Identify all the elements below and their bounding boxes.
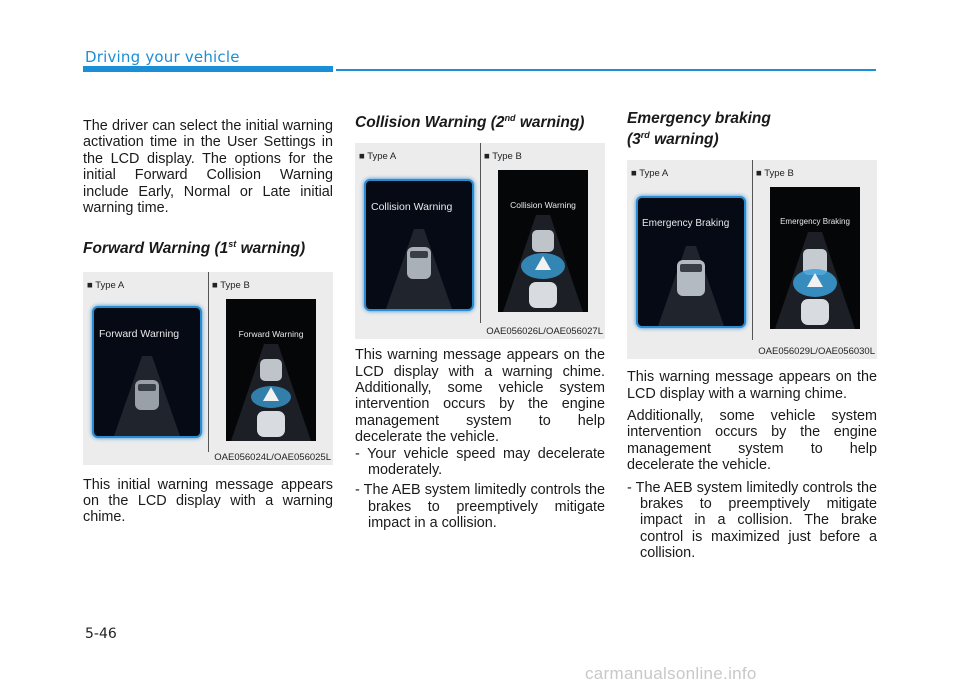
- type-a-label: ■ Type A: [87, 279, 125, 291]
- collision-warning-icon: [498, 170, 588, 312]
- screen-b-text: Forward Warning: [238, 328, 304, 339]
- lcd-screen-type-a: [636, 196, 746, 328]
- heading-sup: st: [228, 239, 237, 250]
- figure-emergency-braking: [627, 160, 877, 359]
- collision-warning-icon: [226, 299, 316, 441]
- list-item: - The AEB system limitedly controls the brakes to preemptively mitigate impact in a collision.: [355, 482, 605, 532]
- screen-a-text: Collision Warning: [371, 201, 453, 214]
- type-b-label: ■ Type B: [212, 279, 250, 291]
- figure-code: OAE056029L/OAE056030L: [758, 346, 875, 358]
- figure-forward-warning: [83, 272, 333, 465]
- list-item: - Your vehicle speed may decelerate moderately.: [355, 445, 605, 478]
- heading-text-end: warning): [515, 114, 585, 132]
- header-title: Driving your vehicle: [85, 48, 240, 66]
- screen-b-text: Emergency Braking: [780, 217, 850, 227]
- type-b-label: ■ Type B: [484, 151, 522, 163]
- heading-collision-warning: [355, 110, 605, 131]
- type-b-label: ■ Type B: [756, 168, 794, 180]
- heading-sup: nd: [504, 113, 516, 123]
- column-collision-warning: [355, 110, 605, 532]
- intro-paragraph: The driver can select the initial warning activation time in the User Settings in the LCD display. The options for the initial Forward Collision Warning include Early, Normal or Late initial warning time.: [83, 118, 333, 217]
- figure-code: OAE056024L/OAE056025L: [214, 451, 331, 463]
- lcd-screen-type-b: [770, 187, 860, 329]
- type-a-label: ■ Type A: [359, 151, 397, 163]
- page-number: 5-46: [85, 626, 117, 642]
- heading-emergency-braking: [627, 110, 877, 148]
- emergency-braking-paragraph: This warning message appears on the LCD display with a warning chime.: [627, 369, 877, 402]
- figure-divider: [752, 160, 753, 340]
- heading-sup: rd: [640, 130, 650, 140]
- screen-b-text: Collision Warning: [510, 200, 576, 211]
- list-item: - The AEB system limitedly controls the brakes to preemptively mitigate impact in a collision. The brake control is maximized just before a collision.: [627, 479, 877, 562]
- column-forward-warning: [83, 118, 333, 526]
- emergency-braking-list: [627, 480, 877, 562]
- type-a-label: ■ Type A: [631, 168, 669, 180]
- lcd-screen-type-a: [92, 306, 202, 438]
- figure-divider: [480, 143, 481, 323]
- collision-warning-list: [355, 446, 605, 532]
- screen-a-text: Forward Warning: [99, 327, 180, 340]
- heading-text: Forward Warning (1: [83, 240, 229, 258]
- figure-divider: [208, 272, 209, 452]
- lcd-screen-type-b: [226, 299, 316, 441]
- column-emergency-braking: [627, 110, 877, 562]
- lcd-screen-type-a: [364, 179, 474, 311]
- emergency-braking-paragraph-2: Additionally, some vehicle system intervention occurs by the engine management system to help decelerate the vehicle.: [627, 407, 877, 474]
- heading-forward-warning: [83, 236, 333, 257]
- lcd-screen-type-b: [498, 170, 588, 312]
- header-rule-thin: [336, 69, 876, 71]
- heading-text-end: warning): [649, 131, 719, 149]
- forward-warning-paragraph: This initial warning message appears on the LCD display with a warning chime.: [83, 476, 333, 526]
- figure-code: OAE056026L/OAE056027L: [486, 326, 603, 338]
- collision-warning-paragraph: This warning message appears on the LCD display with a warning chime. Additionally, some vehicle system intervention occurs by the engine management system to help decelerate the vehicle.: [355, 347, 605, 446]
- header-rule-thick: [83, 66, 333, 72]
- screen-a-text: Emergency Braking: [642, 218, 730, 230]
- heading-line1: Emergency braking: [627, 110, 771, 127]
- heading-text: Collision Warning (2: [355, 114, 505, 132]
- collision-warning-icon: [770, 187, 860, 329]
- watermark: carmanualsonline.info: [585, 664, 757, 683]
- heading-text-end: warning): [236, 240, 306, 258]
- figure-collision-warning: [355, 143, 605, 339]
- heading-text: (3: [627, 131, 641, 149]
